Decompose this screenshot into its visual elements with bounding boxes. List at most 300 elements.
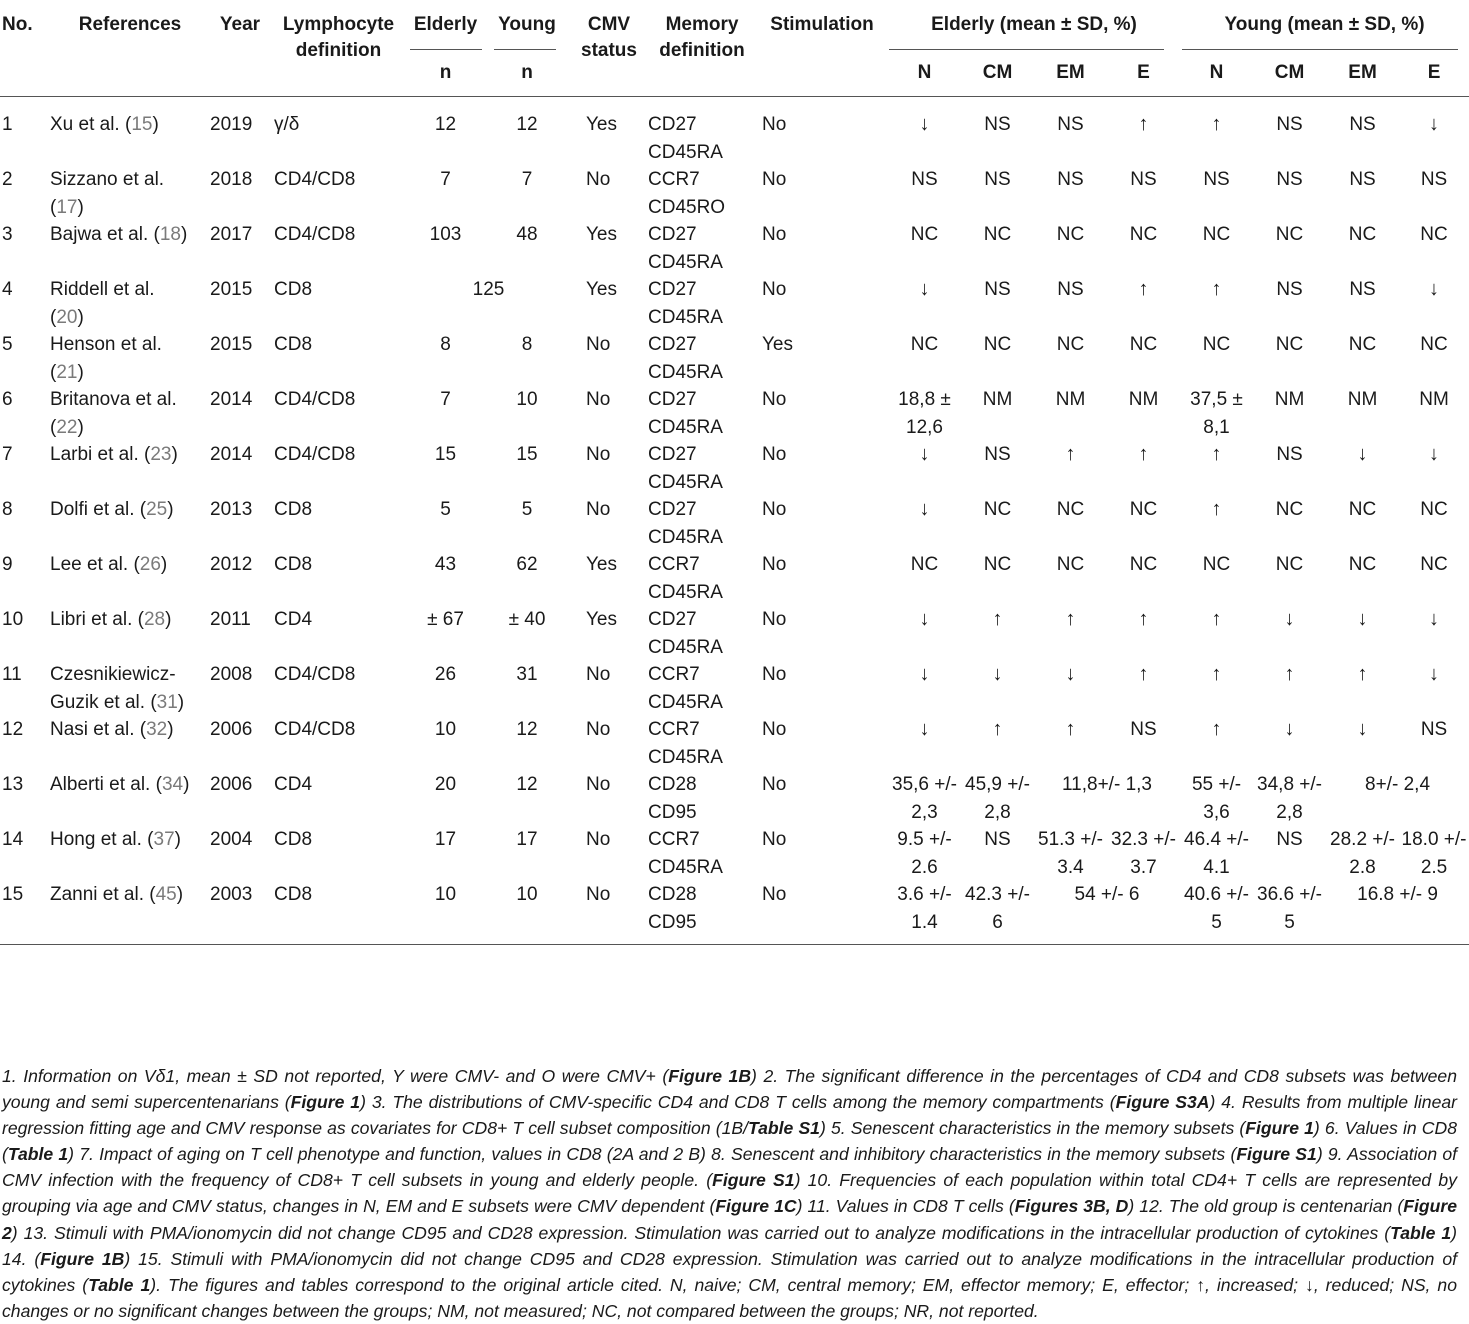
- elderly-n-cell: 10: [434, 884, 457, 905]
- row-number: 12: [2, 719, 24, 740]
- elderly-em-value: ↑: [1065, 718, 1076, 740]
- citation-link[interactable]: 20: [56, 306, 78, 328]
- elderly-n-value: ↓: [919, 443, 930, 465]
- memory-definition-cell: [648, 386, 756, 441]
- reference-cell: Larbi et al. (23): [50, 444, 178, 465]
- elderly-em-value: NC: [1056, 224, 1085, 245]
- memory-marker-2: CD45RA: [648, 251, 723, 273]
- young-n-cell: 7: [521, 169, 533, 190]
- elderly-group-underline: [889, 49, 1164, 50]
- memory-marker-2: CD95: [648, 911, 697, 933]
- lymphocyte-cell: CD4/CD8: [274, 719, 356, 740]
- memory-marker-1: CCR7: [648, 829, 700, 850]
- young-cm-value: NC: [1275, 224, 1304, 245]
- memory-definition-cell: [648, 97, 756, 167]
- elderly-e-value: NC: [1129, 554, 1158, 575]
- row-number: 13: [2, 774, 24, 795]
- young-em-value: ↓: [1357, 718, 1368, 740]
- memory-marker-2: CD45RA: [648, 636, 723, 658]
- elderly-cm-value: NS: [984, 444, 1011, 465]
- elderly-n-cell: 17: [434, 829, 457, 850]
- young-n-value: ↑: [1211, 113, 1222, 135]
- elderly-em-value: ↓: [1065, 663, 1076, 685]
- header-elderly-cm: CM: [982, 62, 1013, 83]
- young-n-value: ↑: [1211, 443, 1222, 465]
- row-number: 3: [2, 224, 13, 245]
- cmv-cell: No: [586, 719, 611, 740]
- cmv-cell: No: [586, 829, 611, 850]
- reference-cell: Zanni et al. (45): [50, 884, 184, 905]
- reference-cell: Riddell et al. (20): [50, 279, 155, 328]
- elderly-n-cell: 10: [434, 719, 457, 740]
- elderly-n-value: NC: [910, 554, 939, 575]
- year-cell: 2011: [210, 609, 251, 630]
- young-n-value: NC: [1202, 554, 1231, 575]
- young-cm-value: NC: [1275, 499, 1304, 520]
- table-row: [0, 496, 1469, 551]
- citation-link[interactable]: 31: [156, 691, 178, 713]
- elderly-cm-value: ↑: [992, 608, 1003, 630]
- elderly-n-cell: 43: [434, 554, 457, 575]
- lymphocyte-cell: CD8: [274, 334, 313, 355]
- young-e-value: 18.0 +/- 2.5: [1401, 829, 1467, 878]
- reference-cell: Sizzano et al. (17): [50, 169, 165, 218]
- cmv-cell: No: [586, 444, 611, 465]
- young-em-e-value: 8+/- 2,4: [1365, 774, 1431, 795]
- row-number: 10: [2, 609, 24, 630]
- header-young: Young: [498, 14, 556, 35]
- elderly-cm-value: NM: [982, 389, 1013, 410]
- citation-link[interactable]: 28: [143, 609, 166, 630]
- memory-marker-1: CD27: [648, 279, 697, 300]
- header-young-e: E: [1427, 62, 1441, 83]
- elderly-em-e-value: 11,8+/- 1,3: [1062, 774, 1152, 795]
- elderly-e-value: 32.3 +/- 3.7: [1111, 829, 1176, 878]
- row-number: 6: [2, 389, 13, 410]
- young-e-value: ↓: [1429, 113, 1440, 135]
- table-row: [0, 551, 1469, 606]
- lymphocyte-cell: CD4: [274, 609, 313, 630]
- young-e-value: NC: [1420, 554, 1448, 575]
- year-cell: 2014: [210, 389, 253, 410]
- year-cell: 2006: [210, 719, 253, 740]
- row-number: 9: [2, 554, 13, 575]
- row-number: 8: [2, 499, 13, 520]
- young-e-value: NS: [1420, 719, 1448, 740]
- memory-marker-1: CD27: [648, 224, 697, 245]
- reference-name: Sizzano et al.: [50, 169, 165, 190]
- young-n-underline: [494, 49, 556, 50]
- header-n-elderly: n: [439, 62, 452, 83]
- reference-name: Riddell et al.: [50, 279, 155, 300]
- stimulation-cell: No: [762, 774, 787, 795]
- lymphocyte-cell: CD8: [274, 499, 313, 520]
- row-number: 14: [2, 829, 24, 850]
- elderly-n-cell: 7: [440, 389, 451, 410]
- cmv-cell: No: [586, 884, 611, 905]
- young-em-value: NC: [1348, 499, 1377, 520]
- lymphocyte-cell: γ/δ: [274, 114, 300, 135]
- cmv-cell: No: [586, 499, 611, 520]
- elderly-cm-value: NS: [984, 829, 1011, 850]
- table-footnote: 1. Information on Vδ1, mean ± SD not reported, Y were CMV- and O were CMV+ (Figure 1B) 2. The significant difference in the percentages of CD4 and CD8 subsets was between young and semi supercentenarians (Figure 1) 3. The distributions of CMV-specific CD4 and CD8 T cells among the memory compartments (Figure S3A) 4. Results from multiple linear regression fitting age and CMV response as covariates for CD8+ T cell subset composition (1B/Table S1) 5. Senescent characteristics in the memory subsets (Figure 1) 6. Values in CD8 (Table 1) 7. Impact of aging on T cell phenotype and function, values in CD8 (2A and 2 B) 8. Senescent and inhibitory characteristics in the memory subsets (Figure S1) 9. Association of CMV infection with the frequency of CD8+ T cell subsets in young and elderly people. (Figure S1) 10. Frequencies of each population within total CD4+ T cells are represented by grouping via age and CMV status, changes in N, EM and E subsets were CMV dependent (Figure 1C) 11. Values in CD8 T cells (Figures 3B, D) 12. The old group is centenarian (Figure 2) 13. Stimuli with PMA/ionomycin did not change CD95 and CD28 expression. Stimulation was carried out to analyze modifications in the intracellular production of cytokines (Table 1) 14. (Figure 1B) 15. Stimuli with PMA/ionomycin did not change CD95 and CD28 expression. Stimulation was carried out to analyze modifications in the intracellular production of cytokines (Table 1). The figures and tables correspond to the original article cited. N, naive; CM, central memory; EM, effector memory; E, effector; ↑, increased; ↓, reduced; NS, no changes or no significant changes between the groups; NM, not measured; NC, not compared between the groups; NR, not reported.: [2, 1066, 1458, 1321]
- table-row: [0, 97, 1469, 167]
- header-n-young: n: [521, 62, 533, 83]
- elderly-n-cell: 20: [434, 774, 457, 795]
- young-n-value: 37,5 ± 8,1: [1190, 389, 1243, 438]
- citation-link[interactable]: 37: [153, 829, 175, 850]
- young-em-value: NC: [1348, 334, 1377, 355]
- elderly-cm-value: NS: [984, 279, 1011, 300]
- reference-cell: Dolfi et al. (25): [50, 499, 174, 520]
- reference-cell: Bajwa et al. (18): [50, 224, 188, 245]
- memory-definition-cell: [648, 661, 756, 716]
- reference-name-cont: (: [50, 416, 57, 438]
- elderly-em-e-value: 54 +/- 6: [1074, 884, 1140, 905]
- elderly-em-value: NC: [1056, 499, 1085, 520]
- elderly-cm-value: 45,9 +/- 2,8: [965, 774, 1030, 823]
- year-cell: 2014: [210, 444, 253, 465]
- elderly-cm-value: NC: [983, 554, 1012, 575]
- citation-link[interactable]: 26: [139, 554, 161, 575]
- cmv-cell: Yes: [586, 224, 617, 245]
- elderly-cm-value: ↑: [992, 718, 1003, 740]
- memory-marker-2: CD45RA: [648, 526, 723, 548]
- elderly-e-value: ↑: [1138, 608, 1149, 630]
- header-memory: Memory definition: [659, 14, 745, 61]
- young-n-value: ↑: [1211, 718, 1222, 740]
- young-cm-value: ↓: [1284, 608, 1295, 630]
- young-n-cell: 12: [516, 719, 538, 740]
- lymphocyte-cell: CD8: [274, 829, 313, 850]
- elderly-em-value: NS: [1057, 279, 1084, 300]
- year-cell: 2004: [210, 829, 253, 850]
- lymphocyte-cell: CD4/CD8: [274, 444, 356, 465]
- table-row: [0, 221, 1469, 276]
- memory-marker-2: CD45RA: [648, 306, 723, 328]
- memory-definition-cell: [648, 606, 756, 661]
- cmv-cell: Yes: [586, 609, 617, 630]
- header-no: No.: [2, 14, 33, 35]
- elderly-n-value: 3.6 +/- 1.4: [897, 884, 952, 933]
- year-cell: 2006: [210, 774, 253, 795]
- elderly-e-value: NC: [1129, 334, 1158, 355]
- year-cell: 2015: [210, 334, 253, 355]
- header-elderly: Elderly: [413, 14, 478, 35]
- elderly-e-value: ↑: [1138, 663, 1149, 685]
- elderly-n-cell: 15: [434, 444, 457, 465]
- citation-link[interactable]: 32: [146, 719, 168, 740]
- reference-name-cont: (: [50, 196, 57, 218]
- elderly-em-value: 51.3 +/- 3.4: [1038, 829, 1103, 878]
- memory-marker-1: CD27: [648, 334, 697, 355]
- memory-marker-1: CD27: [648, 609, 697, 630]
- row-number: 11: [2, 664, 22, 685]
- memory-marker-1: CD28: [648, 774, 697, 795]
- table-row: [0, 166, 1469, 221]
- cmv-cell: No: [586, 664, 611, 685]
- elderly-em-value: NC: [1056, 334, 1085, 355]
- header-elderly-em: EM: [1056, 62, 1085, 83]
- memory-marker-2: CD45RA: [648, 471, 723, 493]
- elderly-n-cell: 7: [440, 169, 451, 190]
- young-cm-value: NS: [1276, 829, 1303, 850]
- elderly-n-value: ↓: [919, 608, 930, 630]
- table-row: [0, 386, 1469, 441]
- memory-definition-cell: [648, 221, 756, 276]
- citation-link[interactable]: 17: [56, 196, 78, 218]
- lymphocyte-cell: CD4: [274, 774, 313, 795]
- young-n-cell: 17: [516, 829, 538, 850]
- lymphocyte-cell: CD8: [274, 884, 313, 905]
- reference-name: Libri et al. (: [50, 609, 144, 630]
- memory-definition-cell: [648, 331, 756, 386]
- reference-name: Larbi et al. (: [50, 444, 151, 465]
- young-n-value: 40.6 +/- 5: [1184, 884, 1249, 933]
- young-e-value: ↓: [1429, 663, 1440, 685]
- table-row: [0, 716, 1469, 771]
- header-young-group: Young (mean ± SD, %): [1224, 14, 1425, 35]
- reference-name: Britanova et al.: [50, 389, 177, 410]
- stimulation-cell: No: [762, 114, 787, 135]
- young-n-cell: 8: [521, 334, 533, 355]
- young-cm-value: 36.6 +/- 5: [1257, 884, 1322, 933]
- reference-name-cont: Guzik et al. (: [50, 691, 157, 713]
- memory-marker-2: CD45RO: [648, 196, 726, 218]
- young-n-value: ↑: [1211, 663, 1222, 685]
- memory-marker-1: CD27: [648, 389, 697, 410]
- young-n-value: ↑: [1211, 608, 1222, 630]
- young-cm-value: NM: [1274, 389, 1305, 410]
- table-row: [0, 606, 1469, 661]
- cmv-cell: No: [586, 169, 611, 190]
- memory-marker-1: CCR7: [648, 169, 700, 190]
- memory-marker-2: CD45RA: [648, 361, 723, 383]
- elderly-em-value: NS: [1057, 169, 1084, 190]
- stimulation-cell: No: [762, 554, 787, 575]
- lymphocyte-cell: CD8: [274, 279, 313, 300]
- memory-definition-cell: [648, 276, 756, 331]
- young-n-cell: ± 40: [508, 609, 546, 630]
- cmv-cell: Yes: [586, 554, 617, 575]
- citation-link[interactable]: 25: [146, 499, 168, 520]
- young-em-value: NM: [1347, 389, 1378, 410]
- cmv-cell: Yes: [586, 114, 617, 135]
- year-cell: 2015: [210, 279, 253, 300]
- young-n-value: ↑: [1211, 278, 1222, 300]
- young-n-cell: 31: [516, 664, 538, 685]
- elderly-n-value: ↓: [919, 718, 930, 740]
- memory-definition-cell: [648, 166, 756, 221]
- reference-cell: Henson et al. (21): [50, 334, 162, 383]
- young-n-cell: 12: [516, 774, 538, 795]
- elderly-cm-value: NS: [984, 114, 1011, 135]
- young-n-value: NC: [1202, 334, 1231, 355]
- elderly-cm-value: NC: [983, 334, 1012, 355]
- memory-marker-1: CCR7: [648, 664, 700, 685]
- lymphocyte-cell: CD4/CD8: [274, 169, 356, 190]
- table-row: [0, 441, 1469, 496]
- elderly-cm-value: 42.3 +/- 6: [965, 884, 1030, 933]
- reference-cell: Lee et al. (26): [50, 554, 168, 575]
- elderly-n-cell: 12: [434, 114, 457, 135]
- year-cell: 2012: [210, 554, 253, 575]
- memory-definition-cell: [648, 441, 756, 496]
- cmv-cell: No: [586, 389, 611, 410]
- young-n-cell: 5: [521, 499, 533, 520]
- citation-link[interactable]: 23: [150, 444, 172, 465]
- row-number: 15: [2, 884, 24, 905]
- young-e-value: NC: [1420, 224, 1448, 245]
- elderly-n-value: NS: [911, 169, 938, 190]
- reference-cell: Nasi et al. (32): [50, 719, 174, 740]
- cmv-cell: Yes: [586, 279, 617, 300]
- stimulation-cell: No: [762, 609, 787, 630]
- young-n-cell: 15: [516, 444, 538, 465]
- elderly-n-value: ↓: [919, 498, 930, 520]
- lymphocyte-cell: CD4/CD8: [274, 389, 356, 410]
- elderly-em-value: ↑: [1065, 443, 1076, 465]
- elderly-em-value: NS: [1057, 114, 1084, 135]
- young-cm-value: NC: [1275, 554, 1304, 575]
- reference-name: Zanni et al. (: [50, 884, 156, 905]
- row-number: 2: [2, 169, 13, 190]
- header-elderly-n: N: [917, 62, 932, 83]
- table-row: [0, 331, 1469, 386]
- memory-marker-1: CD27: [648, 114, 697, 135]
- young-e-value: ↓: [1429, 278, 1440, 300]
- elderly-n-value: 35,6 +/- 2,3: [892, 774, 957, 823]
- stimulation-cell: No: [762, 444, 787, 465]
- elderly-cm-value: NS: [984, 169, 1011, 190]
- elderly-n-value: ↓: [919, 278, 930, 300]
- cmv-cell: No: [586, 334, 611, 355]
- header-year: Year: [219, 14, 261, 35]
- header-elderly-e: E: [1137, 62, 1150, 83]
- memory-definition-cell: [648, 551, 756, 606]
- citation-link[interactable]: 34: [161, 774, 184, 795]
- young-e-value: NC: [1420, 334, 1448, 355]
- reference-name: Nasi et al. (: [50, 719, 147, 740]
- young-em-value: ↓: [1357, 608, 1368, 630]
- elderly-n-cell: 26: [434, 664, 457, 685]
- stimulation-cell: No: [762, 829, 787, 850]
- reference-name: Henson et al.: [50, 334, 162, 355]
- young-cm-value: ↑: [1284, 663, 1295, 685]
- citation-link[interactable]: 22: [56, 416, 78, 438]
- elderly-e-value: NC: [1129, 224, 1158, 245]
- young-e-value: NM: [1419, 389, 1449, 410]
- stimulation-cell: No: [762, 279, 787, 300]
- citation-link[interactable]: 18: [159, 224, 181, 245]
- year-cell: 2019: [210, 114, 253, 135]
- header-young-em: EM: [1348, 62, 1377, 83]
- young-e-value: ↓: [1429, 443, 1440, 465]
- young-n-cell: 48: [516, 224, 538, 245]
- reference-name: Alberti et al. (: [50, 774, 162, 795]
- elderly-cm-value: NC: [983, 499, 1012, 520]
- elderly-n-cell: ± 67: [427, 609, 464, 630]
- young-cm-value: ↓: [1284, 718, 1295, 740]
- table-row: [0, 276, 1469, 331]
- young-n-cell: 10: [516, 884, 538, 905]
- stimulation-cell: No: [762, 719, 787, 740]
- elderly-n-cell: 103: [429, 224, 462, 245]
- header-young-cm: CM: [1274, 62, 1305, 83]
- young-cm-value: NS: [1276, 279, 1303, 300]
- young-e-value: NS: [1420, 169, 1448, 190]
- stimulation-cell: No: [762, 224, 787, 245]
- reference-cell: Hong et al. (37): [50, 829, 181, 850]
- memory-marker-2: CD95: [648, 801, 697, 823]
- elderly-cm-value: ↓: [992, 663, 1003, 685]
- citation-link[interactable]: 15: [131, 114, 153, 135]
- memory-marker-1: CD27: [648, 499, 697, 520]
- elderly-n-value: 9.5 +/- 2.6: [897, 829, 952, 878]
- young-cm-value: NS: [1276, 444, 1303, 465]
- young-cm-value: NS: [1276, 169, 1303, 190]
- reference-cell: Xu et al. (15): [50, 114, 159, 135]
- memory-marker-1: CD27: [648, 444, 697, 465]
- elderly-n-cell: 5: [440, 499, 451, 520]
- year-cell: 2008: [210, 664, 253, 685]
- young-em-value: NS: [1349, 169, 1376, 190]
- young-em-value: NC: [1348, 224, 1377, 245]
- memory-marker-1: CD28: [648, 884, 697, 905]
- elderly-em-value: ↑: [1065, 608, 1076, 630]
- row-number: 7: [2, 444, 13, 465]
- citation-link[interactable]: 21: [56, 361, 78, 383]
- young-em-value: 28.2 +/- 2.8: [1330, 829, 1395, 878]
- young-cm-value: NS: [1276, 114, 1303, 135]
- young-n-value: NC: [1202, 224, 1231, 245]
- young-n-value: 46.4 +/- 4.1: [1184, 829, 1249, 878]
- memory-definition-cell: [648, 771, 756, 826]
- row-number: 5: [2, 334, 13, 355]
- stimulation-cell: Yes: [762, 334, 793, 355]
- reference-name: Lee et al. (: [50, 554, 140, 575]
- young-e-value: NC: [1420, 499, 1448, 520]
- header-cmv: CMV status: [581, 14, 637, 61]
- table-row: [0, 661, 1469, 716]
- lymphocyte-cell: CD8: [274, 554, 313, 575]
- elderly-n-cell: 8: [440, 334, 451, 355]
- young-em-value: ↑: [1357, 663, 1368, 685]
- header-young-n: N: [1209, 62, 1224, 83]
- young-cm-value: NC: [1275, 334, 1304, 355]
- stimulation-cell: No: [762, 664, 787, 685]
- young-group-underline: [1182, 49, 1458, 50]
- row-number: 1: [2, 114, 13, 135]
- memory-marker-1: CCR7: [648, 719, 700, 740]
- reference-name-cont: (: [50, 306, 57, 328]
- citation-link[interactable]: 45: [155, 884, 177, 905]
- young-n-value: 55 +/- 3,6: [1191, 774, 1242, 823]
- elderly-e-value: NS: [1130, 719, 1157, 740]
- table-body: [0, 97, 1469, 945]
- reference-name: Dolfi et al. (: [50, 499, 147, 520]
- stimulation-cell: No: [762, 884, 787, 905]
- header-elderly-group: Elderly (mean ± SD, %): [931, 14, 1137, 35]
- elderly-e-value: ↑: [1138, 113, 1149, 135]
- memory-definition-cell: [648, 826, 756, 881]
- elderly-em-value: NM: [1055, 389, 1086, 410]
- elderly-n-value: NC: [910, 224, 939, 245]
- elderly-n-value: 18,8 ± 12,6: [898, 389, 951, 438]
- memory-marker-2: CD45RA: [648, 691, 723, 713]
- young-em-e-value: 16.8 +/- 9: [1357, 884, 1438, 905]
- young-e-value: ↓: [1429, 608, 1440, 630]
